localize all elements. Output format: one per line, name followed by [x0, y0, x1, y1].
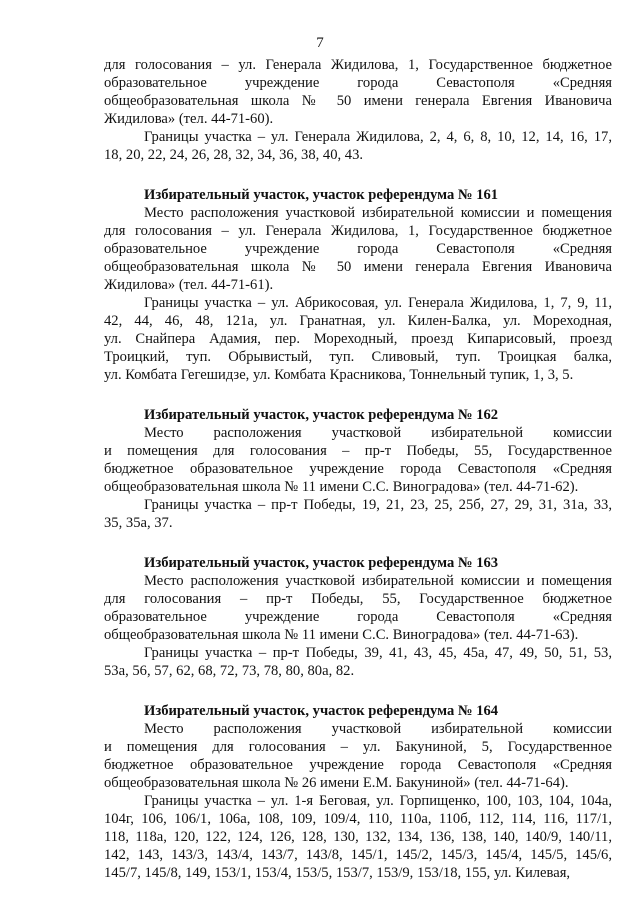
paragraph [104, 720, 612, 792]
text-line: 104г, 106, 106/1, 106а, 108, 109, 109/4, 110, 110а, 110б, 112, 114, 116, 117/1, [104, 811, 612, 827]
text-line: общеобразовательная школа № 11 имени С.С. Виноградова» (тел. 44-71-62). [104, 479, 579, 495]
text-line: Жидилова» (тел. 44-71-61). [104, 277, 274, 293]
text-line: образовательное учреждение города Севастополя «Средняя [104, 241, 612, 257]
text-line: 118, 118а, 120, 122, 124, 126, 128, 130, 132, 134, 136, 138, 140, 140/9, 140/11, [104, 829, 612, 845]
text-line: Место расположения участковой избирательной комиссии и помещения [144, 205, 612, 221]
text-line: бюджетное образовательное учреждение города Севастополя «Средняя [104, 757, 612, 773]
text-line: для голосования – пр-т Победы, 55, Государственное бюджетное [104, 591, 612, 607]
section-heading: Избирательный участок, участок референдума № 164 [144, 703, 499, 719]
text-line: и помещения для голосования – пр-т Победы, 55, Государственное [104, 443, 612, 459]
text-line: общеобразовательная школа № 50 имени генерала Евгения Ивановича [104, 93, 612, 109]
paragraph [104, 496, 612, 532]
text-line: для голосования – ул. Генерала Жидилова, 1, Государственное бюджетное [104, 57, 612, 73]
section-spacer [104, 532, 612, 554]
text-line: Границы участка – пр-т Победы, 39, 41, 43, 45, 45а, 47, 49, 50, 51, 53, [144, 645, 612, 661]
text-line: общеобразовательная школа № 11 имени С.С. Виноградова» (тел. 44-71-63). [104, 627, 579, 643]
text-line: Троицкий, туп. Обрывистый, туп. Сливовый, туп. Троицкая балка, [104, 349, 612, 365]
page-number: 7 [316, 35, 324, 51]
text-line: Место расположения участковой избирательной комиссии и помещения [144, 573, 612, 589]
paragraph [104, 644, 612, 680]
document-body [104, 56, 612, 882]
text-line: Место расположения участковой избирательной комиссии [144, 721, 612, 737]
paragraph [104, 572, 612, 644]
section-spacer [104, 384, 612, 406]
text-line: 145/7, 145/8, 149, 153/1, 153/4, 153/5, 153/7, 153/9, 153/18, 155, ул. Килевая, [104, 865, 571, 881]
section-heading: Избирательный участок, участок референдума № 162 [144, 407, 499, 423]
paragraph [104, 424, 612, 496]
paragraph [104, 792, 612, 882]
paragraph [104, 128, 612, 164]
text-line: ул. Снайпера Адамия, пер. Мореходный, проезд Кипарисовый, проезд [104, 331, 612, 347]
section-heading: Избирательный участок, участок референдума № 163 [144, 555, 499, 571]
text-line: бюджетное образовательное учреждение города Севастополя «Средняя [104, 461, 612, 477]
section-spacer [104, 164, 612, 186]
text-line: Жидилова» (тел. 44-71-60). [104, 111, 274, 127]
text-line: Границы участка – ул. Абрикосовая, ул. Генерала Жидилова, 1, 7, 9, 11, [144, 295, 612, 311]
text-line: и помещения для голосования – ул. Бакуниной, 5, Государственное [104, 739, 612, 755]
paragraph [104, 56, 612, 128]
text-line: для голосования – ул. Генерала Жидилова, 1, Государственное бюджетное [104, 223, 612, 239]
paragraph [104, 204, 612, 294]
text-line: образовательное учреждение города Севастополя «Средняя [104, 609, 612, 625]
text-line: Границы участка – ул. 1-я Беговая, ул. Горпищенко, 100, 103, 104, 104а, [144, 793, 612, 809]
text-line: 35, 35а, 37. [104, 515, 173, 531]
text-line: Границы участка – ул. Генерала Жидилова, 2, 4, 6, 8, 10, 12, 14, 16, 17, [144, 129, 612, 145]
text-line: Место расположения участковой избирательной комиссии [144, 425, 612, 441]
paragraph [104, 294, 612, 384]
text-line: 18, 20, 22, 24, 26, 28, 32, 34, 36, 38, 40, 43. [104, 147, 364, 163]
text-line: 42, 44, 46, 48, 121а, ул. Гранатная, ул. Килен-Балка, ул. Мореходная, [104, 313, 612, 329]
section-heading: Избирательный участок, участок референдума № 161 [144, 187, 499, 203]
text-line: 142, 143, 143/3, 143/4, 143/7, 143/8, 145/1, 145/2, 145/3, 145/4, 145/5, 145/6, [104, 847, 612, 863]
text-line: образовательное учреждение города Севастополя «Средняя [104, 75, 612, 91]
text-line: 53а, 56, 57, 62, 68, 72, 73, 78, 80, 80а, 82. [104, 663, 355, 679]
text-line: общеобразовательная школа № 26 имени Е.М. Бакуниной» (тел. 44-71-64). [104, 775, 569, 791]
text-line: общеобразовательная школа № 50 имени генерала Евгения Ивановича [104, 259, 612, 275]
section-spacer [104, 680, 612, 702]
text-line: Границы участка – пр-т Победы, 19, 21, 23, 25, 25б, 27, 29, 31, 31а, 33, [144, 497, 612, 513]
text-line: ул. Комбата Гегешидзе, ул. Комбата Красникова, Тоннельный тупик, 1, 3, 5. [104, 367, 574, 383]
